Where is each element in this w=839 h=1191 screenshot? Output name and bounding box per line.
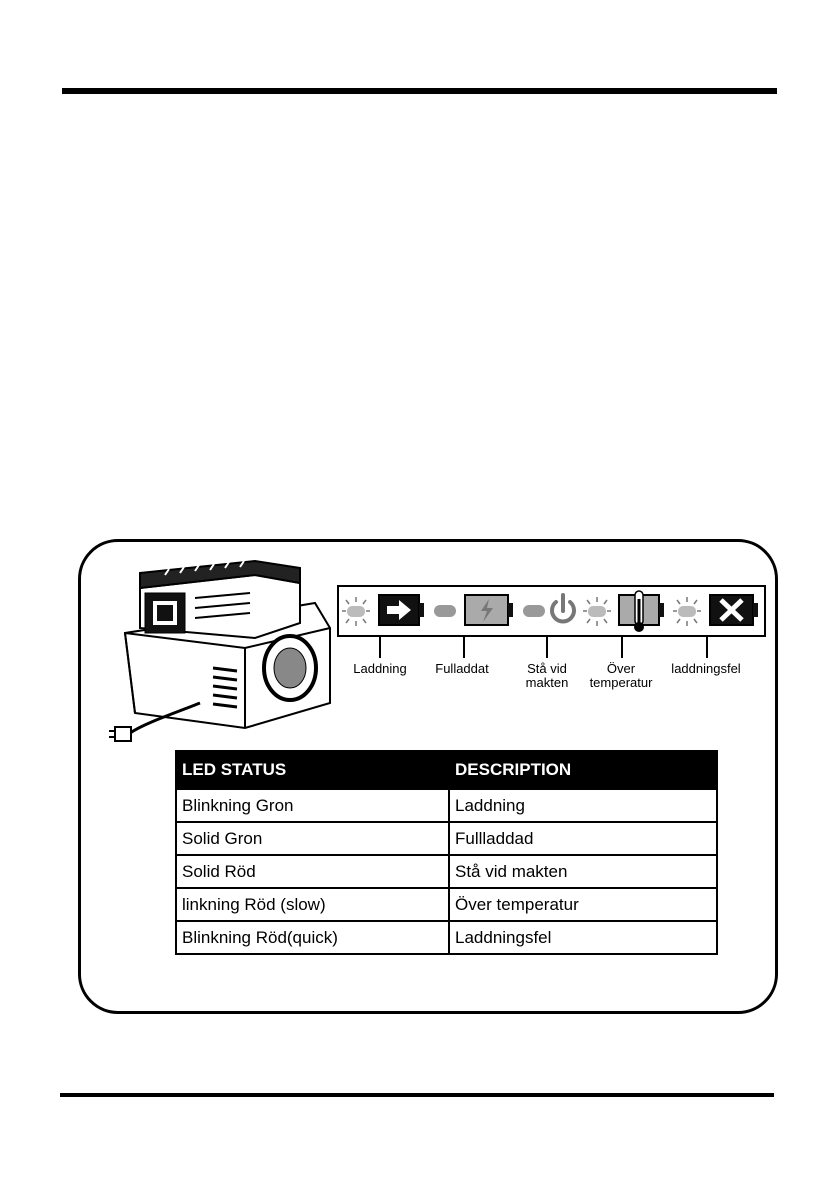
table-cell: Blinkning Röd(quick) [176,921,449,954]
led-icons [337,585,766,637]
table-cell: Fullladdad [449,822,717,855]
table-cell: Solid Röd [176,855,449,888]
leader-line [621,637,623,658]
thermometer-battery-icon [619,591,664,632]
charger-illustration [105,553,335,748]
table-cell: Stå vid makten [449,855,717,888]
leader-line [706,637,708,658]
bottom-rule [60,1093,774,1097]
table-cell: Solid Gron [176,822,449,855]
led-label-standby: Stå vid makten [525,661,569,690]
blinking-led-icon [342,597,370,626]
table-cell: Laddning [449,789,717,822]
table-row [176,822,717,855]
battery-full-icon [465,595,513,625]
led-label-charging: Laddning [353,661,407,676]
table-row [176,789,717,822]
power-icon [552,595,574,621]
led-label-over-temp: Över temperatur [589,661,653,690]
column-header: DESCRIPTION [449,751,717,789]
solid-led-icon [434,605,456,617]
battery-charging-icon [379,595,424,625]
led-status-table [175,750,718,955]
table-cell: Laddningsfel [449,921,717,954]
table-cell: Över temperatur [449,888,717,921]
battery-error-icon [710,595,758,625]
table-row [176,888,717,921]
column-header: LED STATUS [176,751,449,789]
blinking-led-icon [583,597,611,626]
led-label-full: Fulladdat [435,661,489,676]
leader-line [546,637,548,658]
table-row [176,921,717,954]
table-cell: Blinkning Gron [176,789,449,822]
table-row [176,855,717,888]
led-label-fault: laddningsfel [671,661,741,676]
leader-line [463,637,465,658]
top-rule [62,88,777,94]
blinking-led-icon [673,597,701,626]
solid-led-icon [523,605,545,617]
table-cell: linkning Röd (slow) [176,888,449,921]
table-header-row [176,751,717,789]
leader-line [379,637,381,658]
